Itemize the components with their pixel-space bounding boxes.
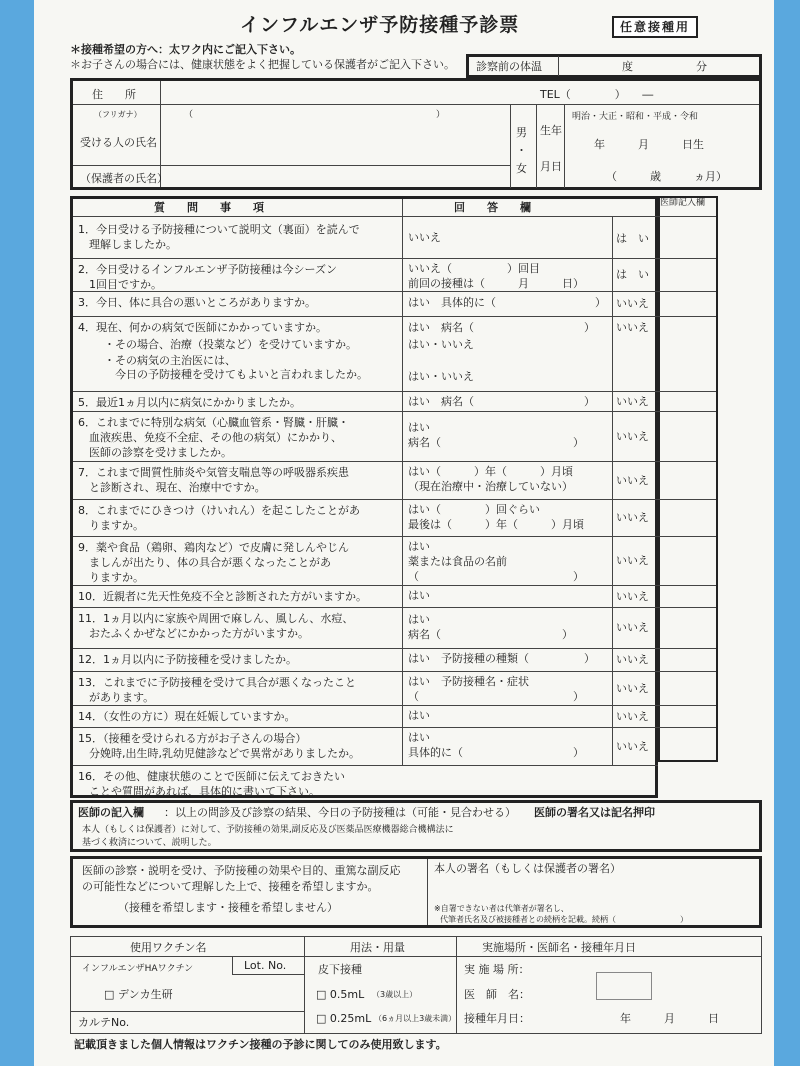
question-8-text: 8．これまでにひきつけ（けいれん）を起こしたことがあ [78,504,360,517]
question-13-text: 13．これまでに予防接種を受けて具合が悪くなったこと [78,676,356,689]
vaccine-col-name: 使用ワクチン名 [130,941,207,954]
doctor-sign-label: 医師の署名又は記名押印 [534,806,655,819]
signature-label: 本人の署名（もしくは保護者の署名） [434,862,621,875]
note-1: ＊接種希望の方へ：太ワク内にご記入下さい。 [70,43,301,56]
signature-note-2: 代筆者氏名及び被接種者との続柄を記載。続柄（ ） [440,915,688,924]
question-5-answer[interactable]: はい 病名（ ） [408,395,595,408]
question-16-text: 16．その他、健康状態のことで医師に伝えておきたい [78,770,345,783]
dose-05-checkbox[interactable]: □ 0.5mL [316,988,365,1001]
question-9-text: ましんが出たり、体の具合が悪くなったことがあ [78,556,331,569]
question-10-text: 10．近親者に先天性免疫不全と診断された方がいますか。 [78,590,367,603]
consent-line-1: 医師の診察・説明を受け、予防接種の効果や目的、重篤な副反応 [82,864,401,877]
stamp-mark [596,972,652,1000]
question-1-negative-option[interactable]: は い [616,231,649,245]
signature-note-1: ※自署できない者は代筆者が署名し、 [434,904,569,913]
temperature-degree: 度 [622,60,633,73]
question-9-answer[interactable]: 薬または食品の名前 [408,555,507,568]
consent-line-2: の可能性などについて理解した上で、接種を希望しますか。 [82,880,379,893]
question-11-negative-option[interactable]: いいえ [616,621,649,634]
question-10-negative-option[interactable]: いいえ [616,589,649,603]
question-9-text: りますか。 [78,571,144,584]
address-label: 住 所 [92,88,136,101]
question-9-negative-option[interactable]: いいえ [616,554,649,567]
question-15-text: 15．（接種を受けられる方がお子さんの場合） [78,732,307,745]
dose-025-note: （6ヵ月以上3歳未満） [374,1014,457,1023]
guardian-label: （保護者の氏名） [80,172,168,185]
q4-sub-2: ・その病気の主治医には、 [104,354,236,367]
birth-date[interactable]: 年 月 日生 [594,138,704,151]
question-7-negative-option[interactable]: いいえ [616,473,649,487]
question-8-text: りますか。 [78,519,144,532]
question-15-text: 分娩時,出生時,乳幼児健診などで異常がありましたか。 [78,747,360,760]
age-field[interactable]: （ 歳 ヵ月） [606,170,727,183]
lot-label: Lot. No. [244,959,287,972]
question-12-negative-option[interactable]: いいえ [616,653,649,666]
form-title: インフルエンザ予防接種予診票 [240,14,520,36]
question-3-answer[interactable]: はい 具体的に（ ） [408,296,606,309]
tel-label: TEL（ ） ― [540,88,654,101]
temperature-minute: 分 [696,60,707,73]
header-doctor: 医師記入欄 [660,198,706,208]
question-4-answer[interactable]: はい 病名（ ） [408,321,595,334]
question-6-text: 血液疾患、免疫不全症、その他の病気）にかかり、 [78,431,342,444]
question-7-answer[interactable]: はい（ ）年（ ）月頃 [408,465,573,478]
place-label: 実 施 場 所： [464,963,530,976]
form-type-tag: 任意接種用 [612,16,698,38]
question-15-negative-option[interactable]: いいえ [616,739,649,753]
dose-025-checkbox[interactable]: □ 0.25mL [316,1012,372,1025]
furigana-label: （フリガナ） [94,110,142,119]
maker-checkbox[interactable]: □ デンカ生研 [104,988,173,1001]
q4-sub-1-answer[interactable]: はい・いいえ [408,338,474,351]
doctor-sub-1: 本人（もしくは保護者）に対して、予防接種の効果,副反応及び医薬品医療機器総合機構法に [82,825,454,835]
q4-sub-1: ・その場合、治療（投薬など）を受けていますか。 [104,338,357,351]
sex-male[interactable]: 男 [516,126,527,139]
sex-female[interactable]: 女 [516,162,527,175]
question-13-answer[interactable]: （ ） [408,690,584,703]
question-1-text: 1．今日受ける予防接種について説明文（裏面）を読んで [78,223,360,236]
doctor-sub-2: 基づく救済について、説明した。 [82,838,217,848]
question-1-text: 理解しましたか。 [78,238,177,251]
question-6-negative-option[interactable]: いいえ [616,429,649,443]
question-7-text: 7．これまで間質性肺炎や気管支喘息等の呼吸器系疾患 [78,466,349,479]
question-14-text: 14．（女性の方に）現在妊娠していますか。 [78,710,296,723]
furigana-field[interactable]: （ ） [184,110,446,120]
question-14-answer[interactable]: はい [408,709,430,722]
question-2-text: 2．今日受けるインフルエンザ予防接種は今シーズン [78,263,338,276]
question-9-answer[interactable]: はい [408,540,430,553]
footer-note: 記載頂きました個人情報はワクチン接種の予診に関してのみ使用致します。 [74,1038,447,1051]
question-6-text: 医師の診察を受けましたか。 [78,446,232,459]
doctor-text: ：以上の問診及び診察の結果、今日の予防接種は（可能・見合わせる） [164,806,516,819]
doctor-name-label: 医 師 名： [464,988,530,1001]
dose-05-note: （3歳以上） [372,990,418,999]
question-7-text: と診断され、現在、治療中ですか。 [78,481,266,494]
question-4-negative-option[interactable]: いいえ [616,321,649,334]
question-11-text: 11．1ヵ月以内に家族や周囲で麻しん、風しん、水痘、 [78,612,354,625]
era-options[interactable]: 明治・大正・昭和・平成・令和 [572,112,699,122]
question-3-negative-option[interactable]: いいえ [616,297,649,310]
consent-choice[interactable]: （接種を希望します・接種を希望しません） [118,901,338,914]
questionnaire-sheet [34,0,774,1066]
doctor-label: 医師の記入欄 [78,806,144,819]
vaccine-col-dose: 用法・用量 [350,941,405,954]
question-11-answer[interactable]: 病名（ ） [408,627,573,641]
question-3-text: 3．今日、体に具合の悪いところがありますか。 [78,296,316,309]
vaccination-date-field[interactable]: 年 月 日 [620,1012,719,1025]
q4-sub-3-answer[interactable]: はい・いいえ [408,370,474,383]
question-5-negative-option[interactable]: いいえ [616,394,649,408]
question-15-answer[interactable]: はい [408,731,430,744]
sex-dot: ・ [516,144,527,157]
question-6-text: 6．これまでに特別な病気（心臓血管系・腎臓・肝臓・ [78,416,349,429]
question-15-answer[interactable]: 具体的に（ ） [408,746,584,759]
question-11-text: おたふくかぜなどにかかった方がいますか。 [78,627,309,640]
note-2: ＊お子さんの場合には、健康状態をよく把握している保護者がご記入下さい。 [70,58,455,71]
header-questions: 質 問 事 項 [154,201,264,214]
question-6-answer[interactable]: はい [408,421,430,434]
doctor-column [658,196,718,762]
question-2-answer[interactable]: 前回の接種は（ 月 日） [408,277,584,290]
temperature-label: 診察前の体温 [476,60,542,73]
q4-sub-3: 今日の予防接種を受けてもよいと言われましたか。 [104,368,368,381]
question-13-negative-option[interactable]: いいえ [616,681,649,695]
question-4-text: 4．現在、何かの病気で医師にかかっていますか。 [78,321,327,334]
header-answers: 回 答 欄 [454,201,531,214]
question-9-text: 9．薬や食品（鶏卵、鶏肉など）で皮膚に発しんやじん [78,541,349,554]
question-2-negative-option[interactable]: は い [616,268,649,281]
vaccine-col-place: 実施場所・医師名・接種年月日 [482,941,636,954]
birth-label-2: 月日 [540,160,562,173]
question-9-answer[interactable]: （ ） [408,570,584,583]
question-8-answer[interactable]: 最後は（ ）年（ ）月頃 [408,518,584,531]
question-5-text: 5．最近1ヵ月以内に病気にかかりましたか。 [78,396,301,409]
question-8-answer[interactable]: はい（ ）回ぐらい [408,503,540,516]
question-2-answer[interactable]: いいえ（ ）回目 [408,262,540,275]
question-13-answer[interactable]: はい 予防接種名・症状 [408,675,529,688]
chart-no-label: カルテNo. [78,1016,130,1029]
question-12-text: 12．1ヵ月以内に予防接種を受けましたか。 [78,653,297,666]
question-2-text: 1回目ですか。 [78,278,162,291]
question-11-answer[interactable]: はい [408,612,430,626]
vaccination-date-label: 接種年月日： [464,1012,530,1025]
birth-label: 生年 [540,124,562,137]
question-8-negative-option[interactable]: いいえ [616,511,649,524]
route-label: 皮下接種 [318,963,362,976]
question-7-answer[interactable]: （現在治療中・治療していない） [408,480,573,493]
question-16-text: ことや質問があれば、具体的に書いて下さい。 [78,785,320,798]
vaccine-name: インフルエンザHAワクチン [82,964,194,974]
question-6-answer[interactable]: 病名（ ） [408,436,584,449]
name-label: 受ける人の氏名 [80,136,157,149]
question-14-negative-option[interactable]: いいえ [616,709,649,723]
question-13-text: があります。 [78,691,155,704]
question-12-answer[interactable]: はい 予防接種の種類（ ） [408,652,595,665]
question-1-answer[interactable]: いいえ [408,230,441,244]
question-10-answer[interactable]: はい [408,589,430,602]
